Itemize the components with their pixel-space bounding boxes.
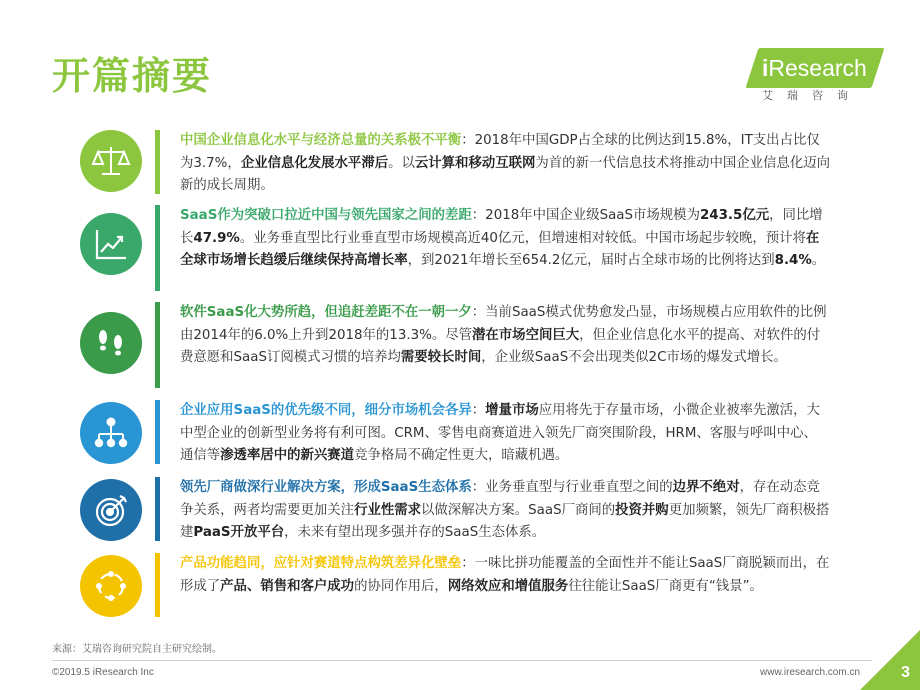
footer-divider [52,660,872,661]
item-icon-circle [80,555,142,617]
iresearch-logo [752,48,882,110]
item-text: 中国企业信息化水平与经济总量的关系极不平衡：2018年中国GDP占全球的比例达到15.8%，IT支出占比仅为3.7%，企业信息化发展水平滞后。以云计算和移动互联网为首的新一代信息技术将推动中国企业信息化迈向新的成长周期。 [180,133,830,193]
footprints-icon [80,312,142,374]
logo-subtitle: 艾瑞咨询 [762,89,862,102]
accent-bar [155,205,160,291]
item-icon-circle [80,130,142,192]
accent-bar [155,553,160,617]
item-heading: SaaS作为突破口拉近中国与领先国家之间的差距 [180,208,472,223]
summary-item-6 [80,553,840,643]
page-number: 3 [901,664,910,681]
item-icon-circle [80,479,142,541]
page-title: 开篇摘要 [52,54,213,98]
item-icon-circle [80,213,142,275]
logo-wordmark: iResearch [762,55,867,81]
website-link[interactable]: www.iresearch.com.cn [760,667,861,678]
target-icon [80,479,142,541]
item-text: 企业应用SaaS的优先级不同，细分市场机会各异：增量市场应用将先于存量市场，小微企业被率先激活，大中型企业的创新型业务将有利可图。CRM、零售电商赛道进入领先厂商突围阶段，HRM、客服与呼叫中心、通信等渗透率居中的新兴赛道竞争格局不确定性更大，暗藏机遇。 [180,403,820,463]
item-heading: 产品功能趋同，应针对赛道特点构筑差异化壁垒 [180,556,462,571]
summary-item-2 [80,205,840,295]
item-heading: 企业应用SaaS的优先级不同，细分市场机会各异 [180,403,472,418]
item-text: 产品功能趋同，应针对赛道特点构筑差异化壁垒：一味比拼功能覆盖的全面性并不能让SaaS厂商脱颖而出，在形成了产品、销售和客户成功的协同作用后，网络效应和增值服务往往能让SaaS厂商更有“钱景”。 [180,556,830,594]
accent-bar [155,400,160,464]
corner-triangle [860,630,920,690]
item-text: SaaS作为突破口拉近中国与领先国家之间的差距：2018年中国企业级SaaS市场规模为243.5亿元，同比增长47.9%。业务垂直型比行业垂直型市场规模高近40亿元，但增速相对较低。中国市场起步较晚，预计将在全球市场增长趋缓后继续保持高增长率，到2021年增长至654.2亿元，届时占全球市场的比例将达到8.4%。 [180,208,826,268]
scale-icon [80,130,142,192]
item-text: 领先厂商做深行业解决方案，形成SaaS生态体系：业务垂直型与行业垂直型之间的边界不绝对，存在动态竞争关系，两者均需要更加关注行业性需求以做深解决方案。SaaS厂商间的投资并购更加频繁，领先厂商积极搭建PaaS开放平台，未来有望出现多强并存的SaaS生态体系。 [180,480,830,540]
hierarchy-icon [80,402,142,464]
cycle-icon [80,555,142,617]
source-note: 来源：艾瑞咨询研究院自主研究绘制。 [52,644,222,655]
item-heading: 中国企业信息化水平与经济总量的关系极不平衡 [180,133,462,148]
accent-bar [155,302,160,388]
accent-bar [155,477,160,541]
item-icon-circle [80,402,142,464]
accent-bar [155,130,160,194]
item-heading: 领先厂商做深行业解决方案，形成SaaS生态体系 [180,480,472,495]
growth-chart-icon [80,213,142,275]
summary-item-3 [80,302,840,392]
copyright: ©2019.5 iResearch Inc [52,667,154,678]
item-icon-circle [80,312,142,374]
item-heading: 软件SaaS化大势所趋，但追赶差距不在一朝一夕 [180,305,472,320]
item-text: 软件SaaS化大势所趋，但追赶差距不在一朝一夕：当前SaaS模式优势愈发凸显，市场规模占应用软件的比例由2014年的6.0%上升到2018年的13.3%。尽管潜在市场空间巨大，但企业信息化水平的提高、对软件的付费意愿和SaaS订阅模式习惯的培养均需要较长时间，企业级SaaS不会出现类似2C市场的爆发式增长。 [180,305,827,365]
